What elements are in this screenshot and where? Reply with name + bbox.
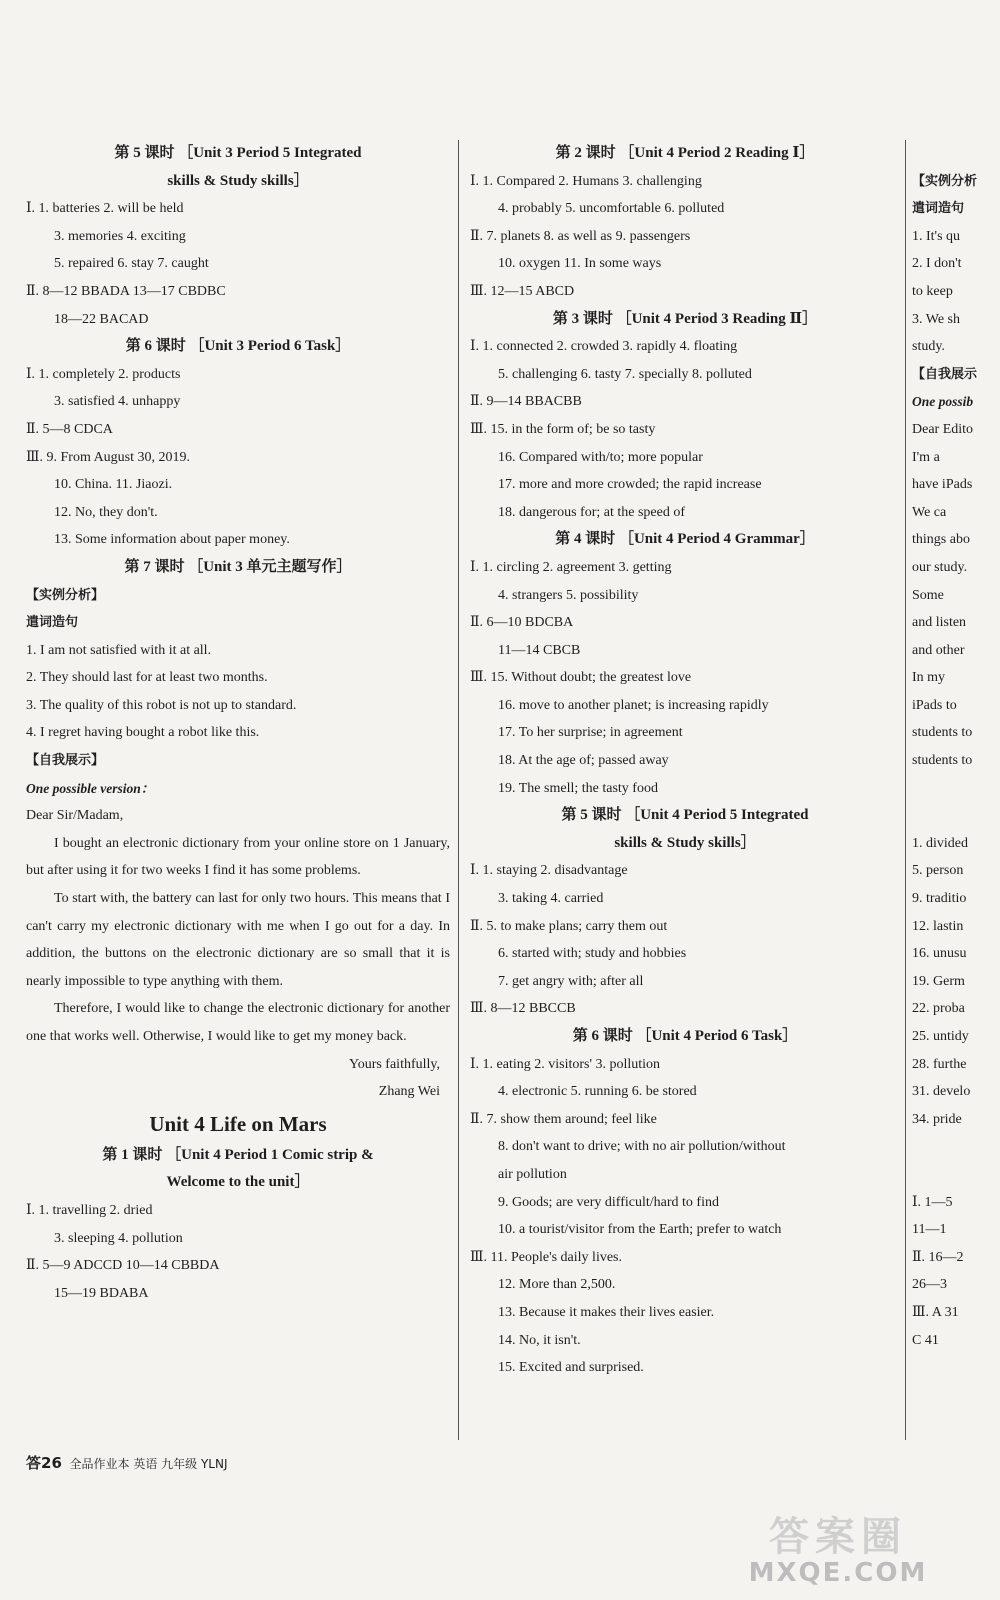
book-title: 全品作业本 英语 九年级 YLNJ xyxy=(69,1457,228,1471)
section-heading: 第 5 课时 ［Unit 3 Period 5 Integrated xyxy=(114,145,362,161)
answer-line: have iPads xyxy=(912,477,973,493)
answer-line: 11—1 xyxy=(912,1222,947,1238)
left-column xyxy=(26,140,450,1307)
spacer xyxy=(912,140,1000,168)
answer-line: 4. I regret having bought a robot like this. xyxy=(26,725,260,741)
answer-line: 5. repaired 6. stay 7. caught xyxy=(54,256,209,272)
answer-line: We ca xyxy=(912,504,947,520)
footer-prefix: 答 xyxy=(26,1454,42,1472)
answer-line: Ⅰ. 1. batteries 2. will be held xyxy=(26,201,184,217)
version-label: One possible version： xyxy=(26,780,155,796)
unit-title: Unit 4 Life on Mars xyxy=(149,1111,327,1136)
answer-line: 16. move to another planet; is increasing rapidly xyxy=(498,697,769,713)
right-column xyxy=(912,140,1000,1354)
middle-column xyxy=(470,140,900,1382)
page-footer xyxy=(26,1452,228,1473)
answer-line: I'm a xyxy=(912,449,940,465)
answer-line: 12. lastin xyxy=(912,918,964,934)
section-heading: skills & Study skills］ xyxy=(614,834,756,851)
answer-line: students to xyxy=(912,725,973,741)
answer-line: 25. untidy xyxy=(912,1029,969,1044)
answer-line: 12. More than 2,500. xyxy=(498,1277,616,1293)
answer-line: 4. probably 5. uncomfortable 6. polluted xyxy=(498,201,725,217)
section-heading: skills & Study skills］ xyxy=(167,172,309,189)
answer-line: students to xyxy=(912,753,973,769)
answer-line: and other xyxy=(912,642,965,658)
answer-line: 10. China. 11. Jiaozi. xyxy=(54,477,173,493)
answer-line: 15—19 BDABA xyxy=(54,1285,149,1301)
answer-line: 22. proba xyxy=(912,1001,965,1017)
answer-line: 17. To her surprise; in agreement xyxy=(498,725,683,741)
answer-line: 12. No, they don't. xyxy=(54,504,158,520)
answer-line: our study. xyxy=(912,559,968,575)
spacer xyxy=(912,775,1000,803)
answer-line: Ⅱ. 7. show them around; feel like xyxy=(470,1111,657,1127)
answer-line: 5. challenging 6. tasty 7. specially 8. polluted xyxy=(498,366,752,382)
answer-line: C 41 xyxy=(912,1332,939,1348)
answer-line: Ⅲ. 12—15 ABCD xyxy=(470,283,575,299)
answer-line: 4. electronic 5. running 6. be stored xyxy=(498,1084,697,1100)
section-tag: 【实例分析 xyxy=(912,173,978,189)
watermark-url: MXQE.COM xyxy=(748,1558,928,1588)
answer-line: In my xyxy=(912,670,946,686)
section-tag: 遣词造句 xyxy=(26,615,79,631)
answer-line: 3. The quality of this robot is not up to standard. xyxy=(26,697,297,713)
answer-line: 3. satisfied 4. unhappy xyxy=(54,394,181,410)
answer-line: 3. taking 4. carried xyxy=(498,891,604,907)
section-heading: 第 6 课时 ［Unit 3 Period 6 Task］ xyxy=(125,338,351,355)
answer-line: 5. person xyxy=(912,863,964,879)
answer-line: Ⅱ. 5. to make plans; carry them out xyxy=(470,918,668,934)
answer-line: Ⅲ. 11. People's daily lives. xyxy=(470,1249,622,1265)
column-divider-left xyxy=(458,140,459,1440)
section-tag: 遣词造句 xyxy=(912,201,965,217)
answer-line: 10. a tourist/visitor from the Earth; prefer to watch xyxy=(498,1222,782,1238)
answer-line: to keep xyxy=(912,283,953,299)
answer-line: 17. more and more crowded; the rapid increase xyxy=(498,477,762,493)
letter-paragraph: To start with, the battery can last for only two hours. This means that I can't carry my electronic dictionary with me when I go out for a day. In addition, the buttons on the electronic dictionary are so small that it is nearly impossible to type anything with them. xyxy=(26,891,450,989)
answer-line: Dear Edito xyxy=(912,421,974,437)
answer-line: 13. Some information about paper money. xyxy=(54,532,290,548)
answer-line: 14. No, it isn't. xyxy=(498,1332,581,1348)
spacer xyxy=(912,1133,1000,1161)
answer-line: 28. furthe xyxy=(912,1056,967,1072)
answer-line: things abo xyxy=(912,532,970,548)
section-heading: 第 2 课时 ［Unit 4 Period 2 Reading Ⅰ］ xyxy=(555,145,815,161)
answer-line: 8. don't want to drive; with no air pollution/without xyxy=(498,1139,786,1155)
column-divider-right xyxy=(905,140,906,1440)
answer-line: Ⅰ. 1. connected 2. crowded 3. rapidly 4. floating xyxy=(470,339,738,355)
answer-line: 1. divided xyxy=(912,835,968,851)
answer-line: Ⅰ. 1. eating 2. visitors' 3. pollution xyxy=(470,1056,661,1072)
answer-line: Ⅲ. A 31 xyxy=(912,1304,959,1320)
section-heading: 第 1 课时 ［Unit 4 Period 1 Comic strip & xyxy=(102,1146,374,1163)
letter-closing: Yours faithfully, xyxy=(348,1056,440,1072)
letter-paragraph: Therefore, I would like to change the electronic dictionary for another one that works well. Otherwise, I would like to get my money back. xyxy=(26,1001,450,1044)
section-tag: 【实例分析】 xyxy=(26,587,105,603)
answer-line: 1. I am not satisfied with it at all. xyxy=(26,642,212,658)
answer-line: 6. started with; study and hobbies xyxy=(498,946,687,962)
answer-line: study. xyxy=(912,339,945,355)
answer-line: Ⅰ. 1. travelling 2. dried xyxy=(26,1202,153,1218)
answer-line: 31. develo xyxy=(912,1084,971,1100)
answer-line: Ⅲ. 8—12 BBCCB xyxy=(470,1001,576,1017)
answer-line: 2. I don't xyxy=(912,256,962,272)
answer-line: Dear Sir/Madam, xyxy=(26,808,124,824)
answer-line: iPads to xyxy=(912,697,957,713)
answer-line: 7. get angry with; after all xyxy=(498,973,644,989)
answer-line: 9. Goods; are very difficult/hard to find xyxy=(498,1194,719,1210)
answer-line: Ⅱ. 9—14 BBACBB xyxy=(470,394,582,410)
answer-line: 26—3 xyxy=(912,1277,947,1293)
answer-line: Ⅰ. 1—5 xyxy=(912,1194,953,1210)
answer-line: and listen xyxy=(912,615,967,631)
answer-line: Ⅱ. 8—12 BBADA 13—17 CBDBC xyxy=(26,283,226,299)
section-heading: 第 6 课时 ［Unit 4 Period 6 Task］ xyxy=(572,1028,798,1044)
section-heading: 第 7 课时 ［Unit 3 单元主题写作］ xyxy=(124,558,352,575)
answer-line: Ⅰ. 1. circling 2. agreement 3. getting xyxy=(470,559,672,575)
answer-line: Ⅲ. 15. in the form of; be so tasty xyxy=(470,421,656,437)
spacer xyxy=(912,802,1000,830)
answer-line: 3. sleeping 4. pollution xyxy=(54,1230,183,1246)
watermark-logo xyxy=(698,1505,978,1595)
section-heading: 第 3 课时 ［Unit 4 Period 3 Reading Ⅱ］ xyxy=(552,310,818,327)
answer-line: 18. dangerous for; at the speed of xyxy=(498,504,685,520)
answer-line: Ⅰ. 1. completely 2. products xyxy=(26,366,181,382)
letter-paragraph: I bought an electronic dictionary from your online store on 1 January, but after using it for two weeks I find it has some problems. xyxy=(26,835,450,879)
letter-closing: Zhang Wei xyxy=(378,1084,440,1100)
answer-line: 1. It's qu xyxy=(912,228,961,244)
answer-line: 13. Because it makes their lives easier. xyxy=(498,1304,715,1320)
answer-line: 15. Excited and surprised. xyxy=(498,1360,644,1376)
answer-line: Ⅱ. 7. planets 8. as well as 9. passengers xyxy=(470,228,691,244)
answer-line: 18—22 BACAD xyxy=(54,311,149,327)
version-label: One possib xyxy=(912,394,974,410)
page-number: 26 xyxy=(41,1454,62,1472)
answer-line: 3. memories 4. exciting xyxy=(54,228,186,244)
answer-line: 34. pride xyxy=(912,1111,962,1127)
answer-line: Ⅱ. 6—10 BDCBA xyxy=(470,615,574,631)
section-tag: 【自我展示 xyxy=(912,366,978,382)
answer-line: air pollution xyxy=(498,1166,567,1182)
answer-line: 19. The smell; the tasty food xyxy=(498,780,658,796)
answer-line: 9. traditio xyxy=(912,891,967,907)
answer-line: Some xyxy=(912,587,944,603)
section-heading: Welcome to the unit］ xyxy=(166,1174,310,1191)
answer-line: 16. unusu xyxy=(912,946,967,962)
answer-line: Ⅰ. 1. staying 2. disadvantage xyxy=(470,863,628,879)
answer-line: 11—14 CBCB xyxy=(498,642,581,658)
watermark-text: 答案圈 xyxy=(769,1514,907,1560)
answer-line: 16. Compared with/to; more popular xyxy=(498,449,703,465)
section-tag: 【自我展示】 xyxy=(26,753,105,769)
answer-line: Ⅱ. 5—8 CDCA xyxy=(26,421,113,437)
answer-line: 4. strangers 5. possibility xyxy=(498,587,639,603)
spacer xyxy=(912,1161,1000,1189)
answer-line: Ⅰ. 1. Compared 2. Humans 3. challenging xyxy=(470,173,702,189)
answer-line: Ⅱ. 16—2 xyxy=(912,1249,964,1265)
section-heading: 第 4 课时 ［Unit 4 Period 4 Grammar］ xyxy=(555,531,815,548)
answer-line: 19. Germ xyxy=(912,973,965,989)
answer-line: 2. They should last for at least two months. xyxy=(26,670,268,686)
answer-line: Ⅲ. 9. From August 30, 2019. xyxy=(26,449,191,465)
answer-line: Ⅲ. 15. Without doubt; the greatest love xyxy=(470,670,692,686)
answer-line: Ⅱ. 5—9 ADCCD 10—14 CBBDA xyxy=(26,1258,220,1274)
section-heading: 第 5 课时 ［Unit 4 Period 5 Integrated xyxy=(561,807,809,824)
answer-line: 18. At the age of; passed away xyxy=(498,753,669,769)
answer-line: 3. We sh xyxy=(912,311,961,327)
answer-line: 10. oxygen 11. In some ways xyxy=(498,256,662,272)
